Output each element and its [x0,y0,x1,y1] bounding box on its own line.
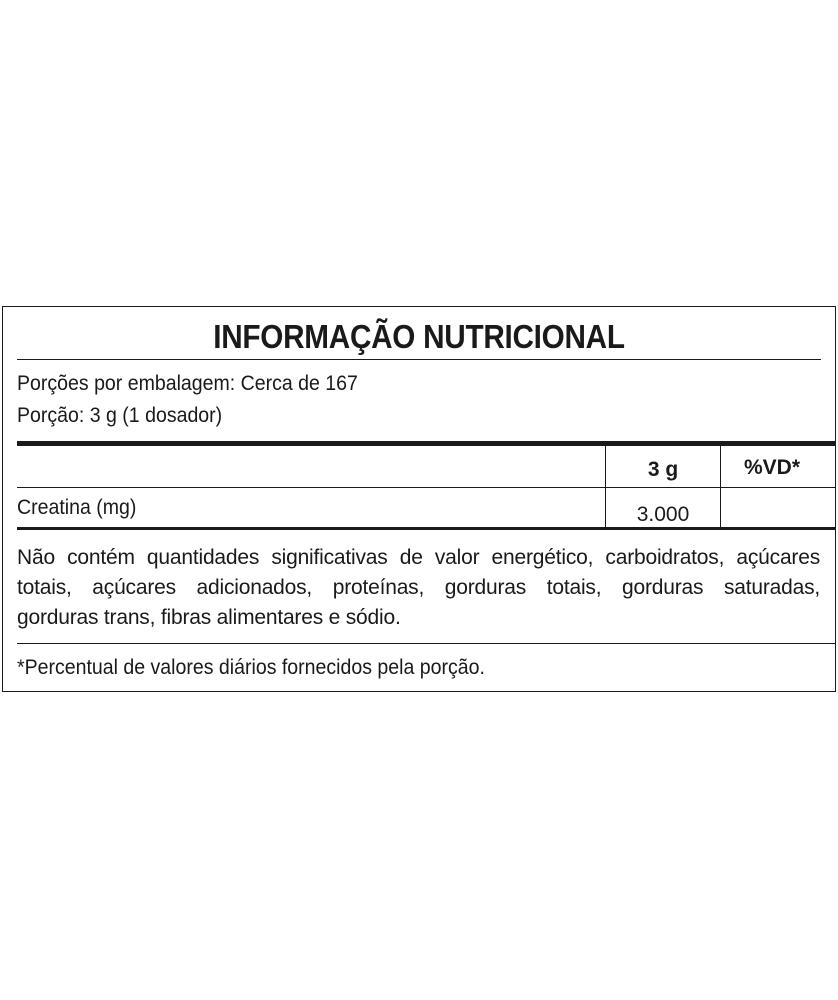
note-line: Não contém quantidades significativas de valor energético, carboidratos, açúcares [17,546,820,569]
footnote-divider [17,643,835,644]
nutrient-name: Creatina (mg) [17,496,137,519]
portion-size: Porção: 3 g (1 dosador) [17,404,223,427]
header-amount: 3 g [647,458,679,481]
label-title: INFORMAÇÃO NUTRICIONAL [213,318,625,355]
note-line: gorduras trans, fibras alimentares e sódio. [17,606,401,629]
not-significant-note [17,543,820,633]
note-line: totais, açúcares adicionados, proteínas, gorduras totais, gorduras saturadas, [17,576,820,599]
nutrient-amount: 3.000 [636,503,690,526]
footnote: *Percentual de valores diários fornecidos pela porção. [17,656,485,679]
servings-thick-divider [17,441,835,446]
servings-per-package: Porções por embalagem: Cerca de 167 [17,372,358,395]
table-bottom-divider [17,527,835,530]
header-divider [17,487,835,488]
title-divider [17,359,821,360]
header-daily-value: %VD* [743,456,801,479]
nutrition-facts-label [2,306,836,692]
